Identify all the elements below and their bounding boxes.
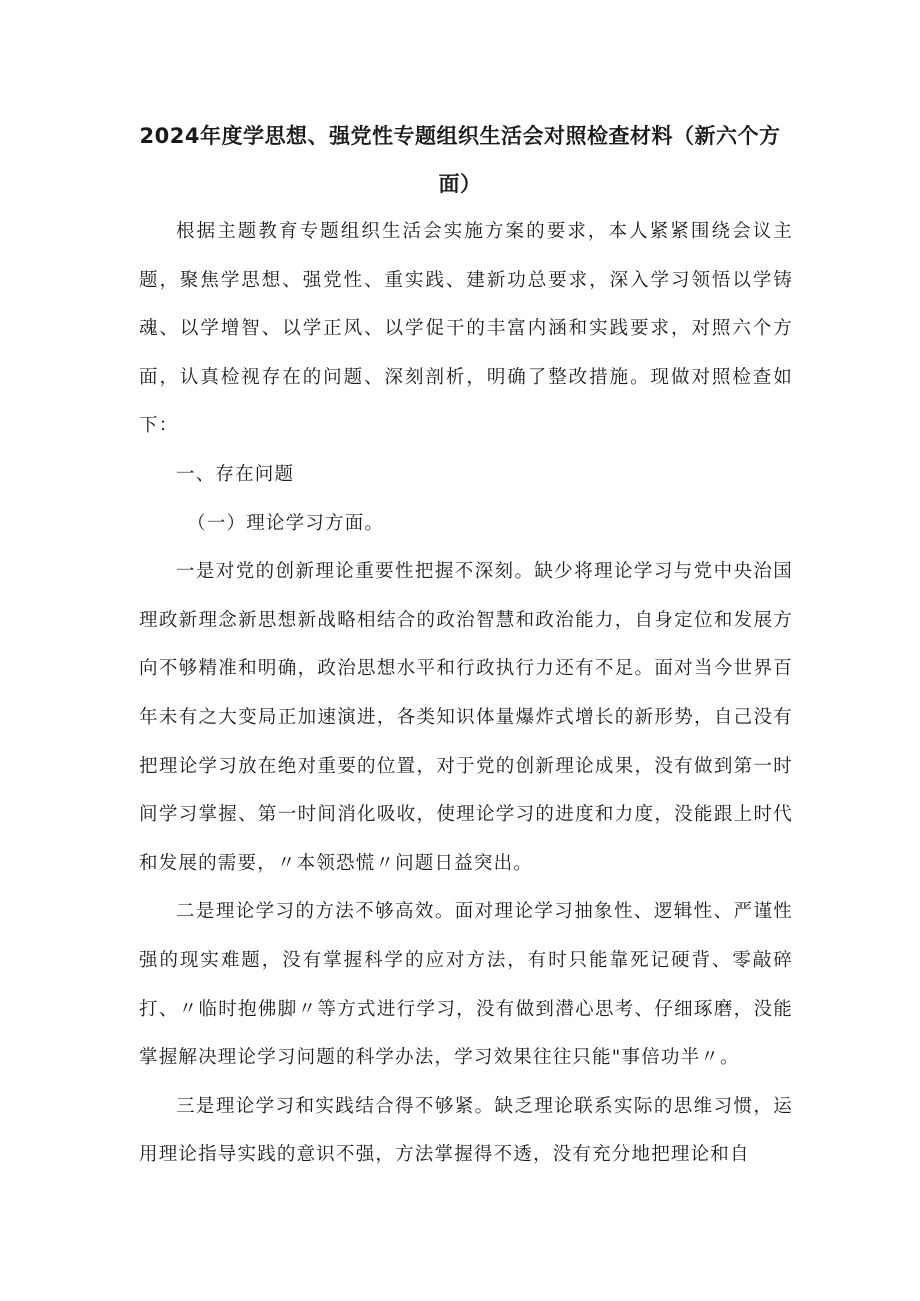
subsection-heading-theory-study: （一）理论学习方面。 <box>187 512 385 534</box>
paragraph-point-two: 二是理论学习的方法不够高效。面对理论学习抽象性、逻辑性、严谨性强的现实难题，没有掌握科学的应对方法，有时只能靠死记硬背、零敲碎打、〃临时抱佛脚〃等方式进行学习，没有做到潜心思考、仔细琢磨，没能掌握解决理论学习问题的科学办法，学习效果往往只能"事倍功半〃。 <box>139 901 793 1069</box>
paragraph-point-one: 一是对党的创新理论重要性把握不深刻。缺少将理论学习与党中央治国理政新理念新思想新战略相结合的政治智慧和政治能力，自身定位和发展方向不够精准和明确，政治思想水平和行政执行力还有不足。面对当今世界百年未有之大变局正加速演进，各类知识体量爆炸式增长的新形势，自己没有把理论学习放在绝对重要的位置，对于党的创新理论成果，没有做到第一时间学习掌握、第一时间消化吸收，使理论学习的进度和力度，没能跟上时代和发展的需要，〃本领恐慌〃问题日益突出。 <box>139 561 793 874</box>
document-title: 2024年度学思想、强党性专题组织生活会对照检查材料（新六个方面） <box>139 124 781 196</box>
section-heading-problems: 一、存在问题 <box>176 463 295 485</box>
paragraph-point-three: 三是理论学习和实践结合得不够紧。缺乏理论联系实际的思维习惯，运用理论指导实践的意识不强，方法掌握得不透，没有充分地把理论和自 <box>139 1095 793 1166</box>
intro-paragraph: 根据主题教育专题组织生活会实施方案的要求，本人紧紧围绕会议主题，聚焦学思想、强党性、重实践、建新功总要求，深入学习领悟以学铸魂、以学增智、以学正风、以学促干的丰富内涵和实践要求，对照六个方面，认真检视存在的问题、深刻剖析，明确了整改措施。现做对照检查如下： <box>139 221 793 437</box>
document-body <box>139 208 793 1180</box>
